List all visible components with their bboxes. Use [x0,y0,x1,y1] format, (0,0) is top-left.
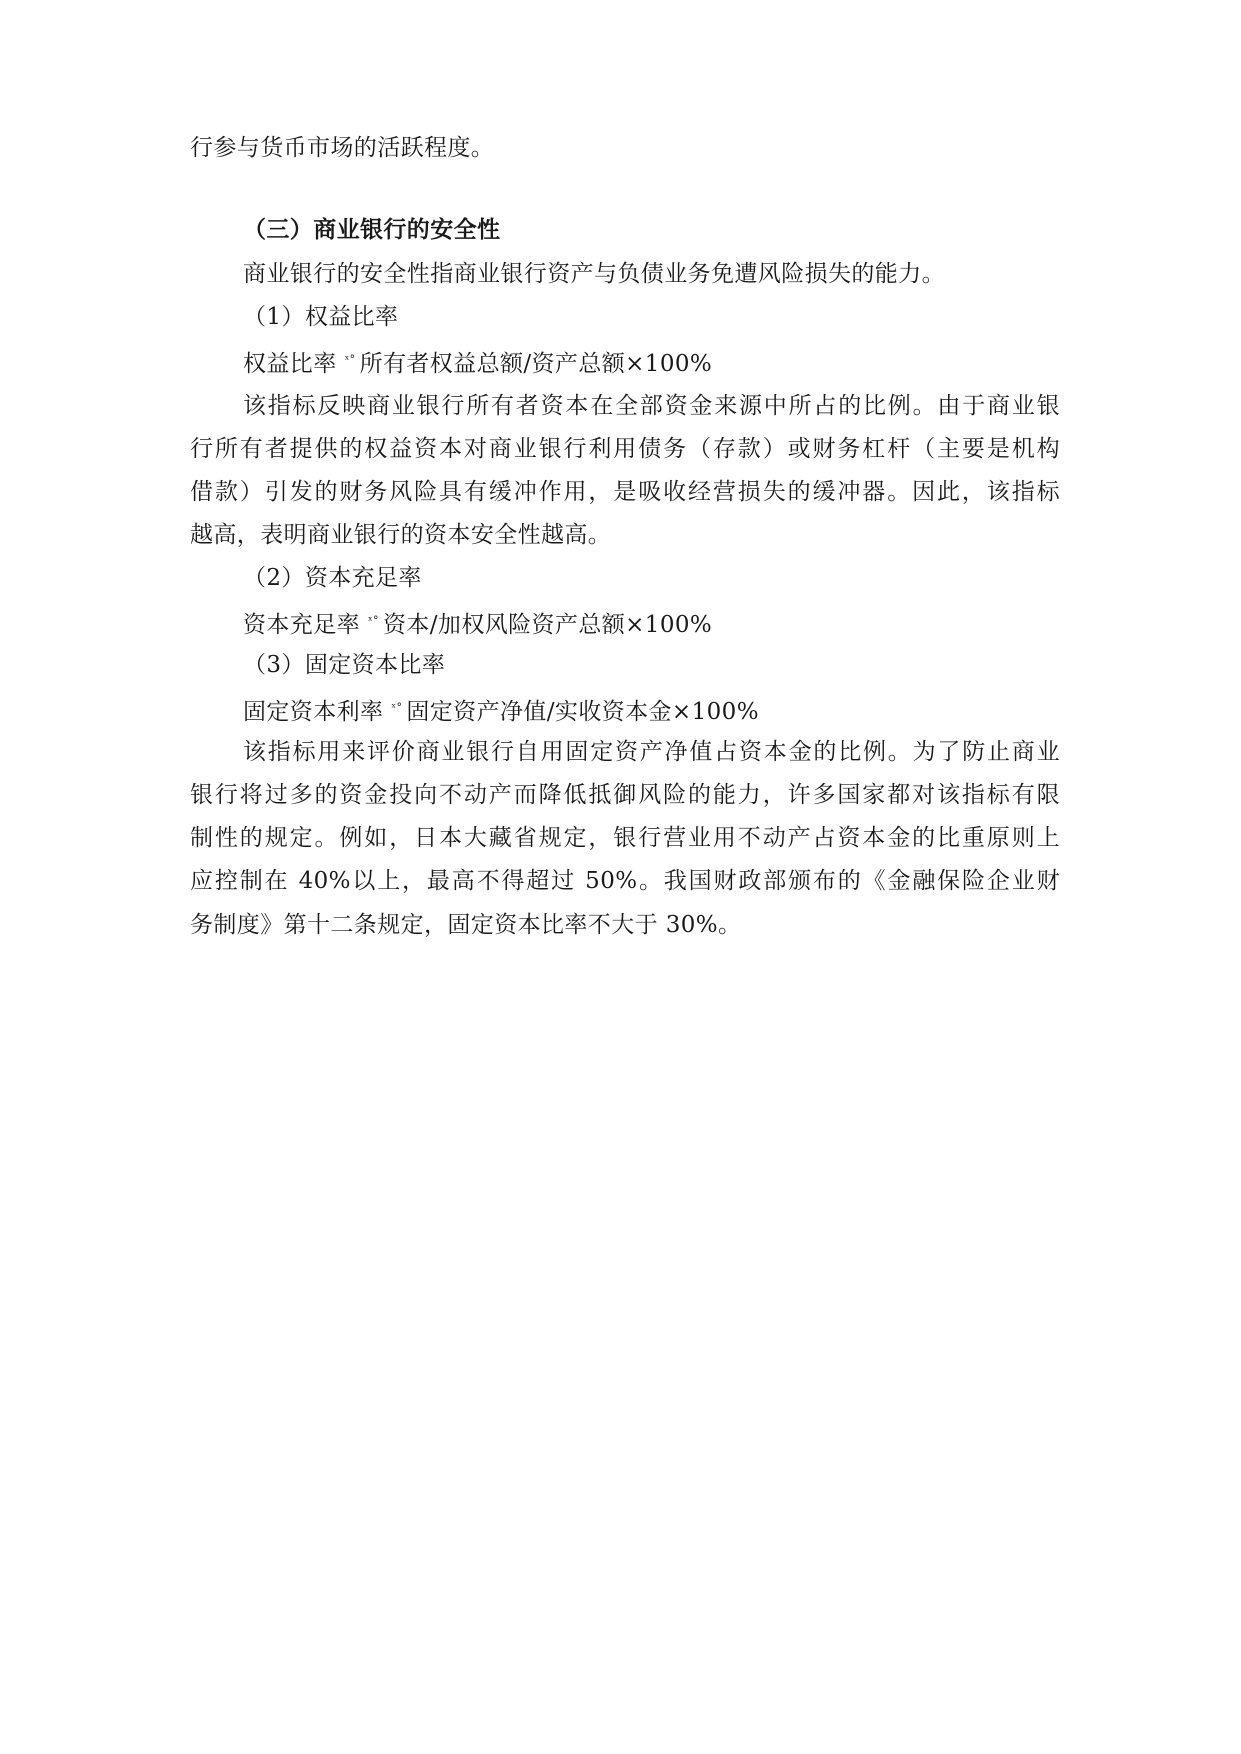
text-line: 越高，表明商业银行的资本安全性越高。 [190,522,612,548]
section-heading: （三）商业银行的安全性 [243,217,501,243]
subheading-equity-ratio: （1）权益比率 [243,304,399,330]
subheading-capital-adequacy: （2）资本充足率 [243,565,422,591]
subheading-fixed-capital-ratio: （3）固定资本比率 [243,652,446,678]
formula-fixed-capital-ratio [243,693,1113,727]
text-line: 应控制在 40%以上，最高不得超过 50%。我国财政部颁布的《金融保险企业财 [190,868,1060,894]
formula-right: 资本/加权风险资产总额×100% [382,612,713,638]
text-line: 务制度》第十二条规定，固定资本比率不大于 30%。 [190,912,742,938]
text-line: 银行将过多的资金投向不动产而降低抵御风险的能力，许多国家都对该指标有限 [190,782,1060,808]
formula-symbol: ˣ° [391,701,403,714]
text-line: 行所有者提供的权益资本对商业银行利用债务（存款）或财务杠杆（主要是机构 [190,436,1060,462]
text-line: 行参与货币市场的活跃程度。 [190,135,495,161]
formula-symbol: ˣ° [368,614,379,627]
formula-left: 资本充足率 [243,612,360,638]
formula-left: 固定资本利率 [243,699,384,725]
formula-left: 权益比率 [243,351,337,377]
text-line: 该指标用来评价商业银行自用固定资产净值占资本金的比例。为了防止商业 [243,739,1060,765]
formula-right: 固定资产净值/实收资本金×100% [406,699,759,725]
formula-symbol: ˣ° [344,353,356,366]
text-line: 借款）引发的财务风险具有缓冲作用，是吸收经营损失的缓冲器。因此，该指标 [190,479,1060,505]
formula-equity-ratio [243,345,1113,379]
formula-capital-adequacy [243,606,1113,640]
text-line: 制性的规定。例如，日本大藏省规定，银行营业用不动产占资本金的比重原则上 [190,825,1060,851]
formula-right: 所有者权益总额/资产总额×100% [359,351,713,377]
text-line: 商业银行的安全性指商业银行资产与负债业务免遭风险损失的能力。 [243,261,945,287]
text-line: 该指标反映商业银行所有者资本在全部资金来源中所占的比例。由于商业银 [243,393,1060,419]
